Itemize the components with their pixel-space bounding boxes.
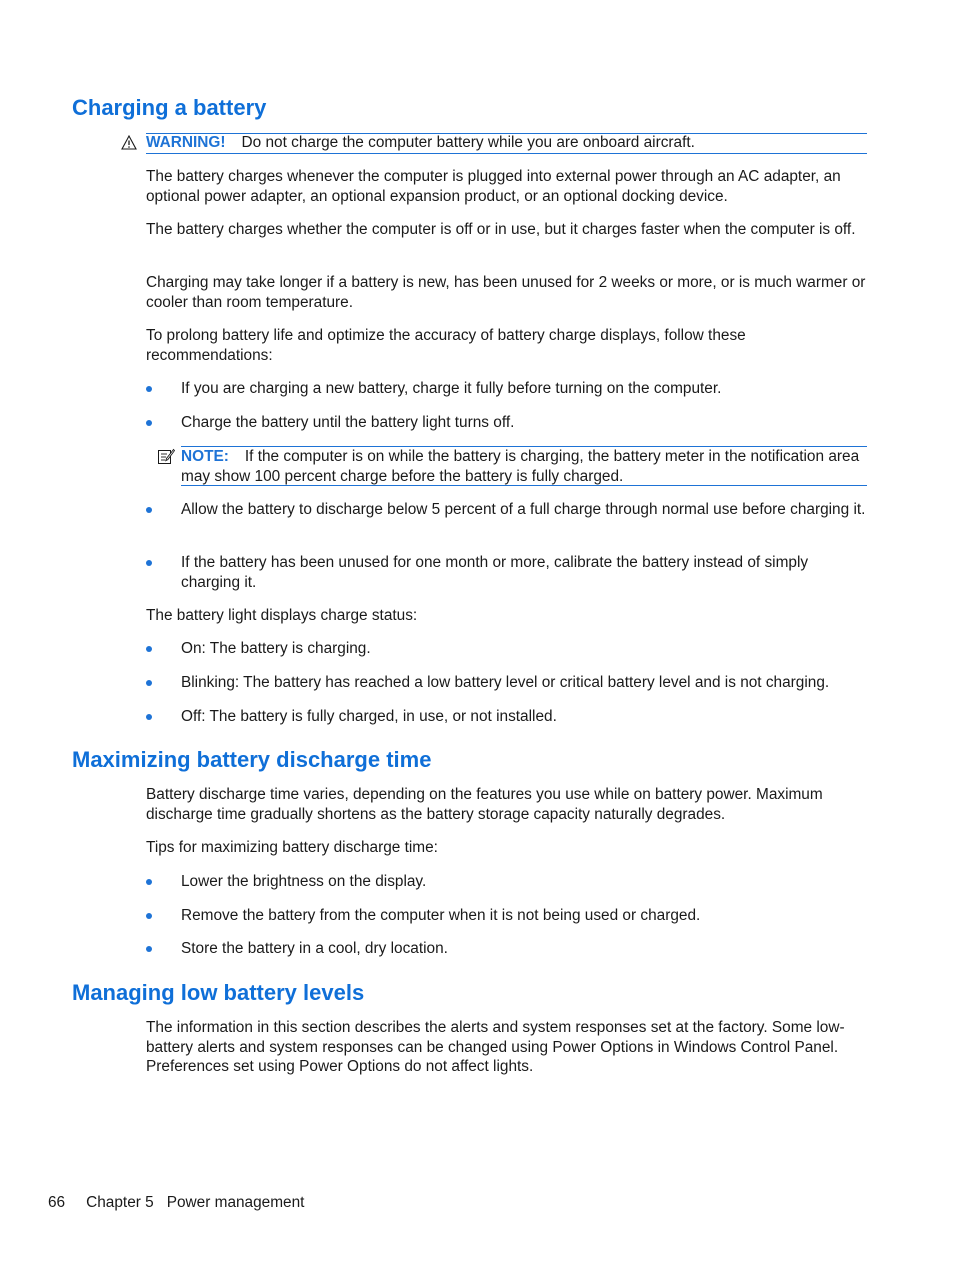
paragraph: The battery charges whenever the computer is plugged into external power through an AC adapter, an optional power adapter, an optional expansion product, or an optional docking device. — [146, 168, 841, 205]
section-heading-maximizing: Maximizing battery discharge time — [72, 747, 432, 772]
chapter-title: Power management — [166, 1194, 305, 1211]
list-item-text: Blinking: The battery has reached a low battery level or critical battery level and is not charging. — [181, 674, 830, 691]
chapter-label: Chapter 5 — [86, 1194, 154, 1211]
note-pencil-icon — [157, 448, 175, 466]
list-item-text: Off: The battery is fully charged, in use, or not installed. — [181, 708, 557, 725]
warning-text: Do not charge the computer battery while you are onboard aircraft. — [241, 134, 695, 151]
warning-callout — [146, 133, 868, 153]
list-item-text: Allow the battery to discharge below 5 percent of a full charge through normal use before charging it. — [181, 501, 866, 518]
paragraph: Tips for maximizing battery discharge time: — [146, 839, 438, 856]
paragraph: To prolong battery life and optimize the accuracy of battery charge displays, follow these recommendations: — [146, 327, 746, 364]
paragraph: The battery light displays charge status: — [146, 607, 418, 624]
paragraph: The battery charges whether the computer is off or in use, but it charges faster when the computer is off. — [146, 221, 856, 238]
note-text: If the computer is on while the battery is charging, the battery meter in the notification area may show 100 percent charge before the battery is fully charged. — [181, 448, 860, 485]
warning-triangle-icon — [121, 135, 137, 150]
bullet-dot — [146, 560, 152, 566]
paragraph: Battery discharge time varies, depending on the features you use while on battery power. Maximum discharge time gradually shortens as the battery storage capacity naturally degrades. — [146, 786, 823, 823]
section-heading-managing: Managing low battery levels — [72, 980, 365, 1005]
page-footer — [48, 1193, 304, 1212]
bullet-dot — [146, 386, 152, 392]
list-item-text: If you are charging a new battery, charge it fully before turning on the computer. — [181, 380, 722, 397]
bullet-dot — [146, 714, 152, 720]
page-number: 66 — [48, 1194, 66, 1211]
list-item-text: Store the battery in a cool, dry location. — [181, 940, 448, 957]
note-bottom-rule — [181, 485, 867, 486]
list-item-text: If the battery has been unused for one month or more, calibrate the battery instead of simply charging it. — [181, 554, 809, 591]
bullet-dot — [146, 507, 152, 513]
section-heading-charging: Charging a battery — [72, 95, 267, 120]
warning-label: WARNING! — [146, 134, 226, 151]
note-label: NOTE: — [181, 448, 229, 465]
bullet-dot — [146, 946, 152, 952]
bullet-dot — [146, 420, 152, 426]
list-item-text: Lower the brightness on the display. — [181, 873, 427, 890]
list-item-text: Charge the battery until the battery light turns off. — [181, 414, 515, 431]
bullet-dot — [146, 913, 152, 919]
paragraph: Charging may take longer if a battery is new, has been unused for 2 weeks or more, or is much warmer or cooler than room temperature. — [146, 274, 866, 311]
bullet-dot — [146, 646, 152, 652]
paragraph: The information in this section describes the alerts and system responses set at the factory. Some low-battery alerts and system responses can be changed using Power Options in Windows Control Panel. Preferences set using Power Options do not affect lights. — [146, 1019, 845, 1075]
bullet-dot — [146, 680, 152, 686]
bullet-dot — [146, 879, 152, 885]
list-item-text: Remove the battery from the computer when it is not being used or charged. — [181, 907, 701, 924]
warning-bottom-rule — [146, 153, 867, 154]
note-callout — [181, 447, 867, 486]
list-item-text: On: The battery is charging. — [181, 640, 371, 657]
